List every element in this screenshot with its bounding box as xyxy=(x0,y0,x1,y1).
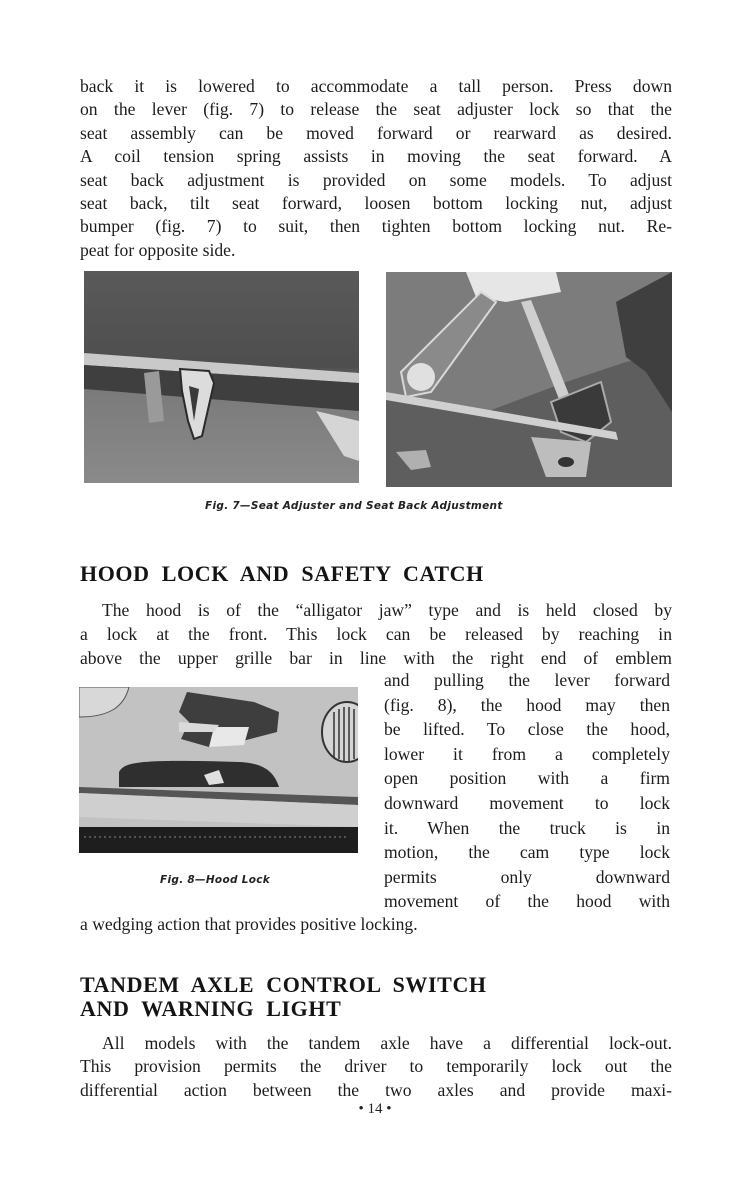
text-line: seat assembly can be moved forward or rearward as desired. xyxy=(80,122,672,143)
text-line: be lifted. To close the hood, xyxy=(384,719,670,740)
text-line: lower it from a completely xyxy=(384,743,670,764)
text-line: A coil tension spring assists in moving the seat forward. A xyxy=(80,146,672,167)
section-heading-tandem-line1: TANDEM AXLE CONTROL SWITCH xyxy=(80,972,487,997)
text-line: on the lever (fig. 7) to release the seat adjuster lock so that the xyxy=(80,99,672,120)
text-line: a wedging action that provides positive locking. xyxy=(80,914,418,934)
text-line: back it is lowered to accommodate a tall person. Press down xyxy=(80,76,672,96)
figure8-photo xyxy=(79,687,358,853)
intro-paragraph xyxy=(80,75,672,262)
tandem-paragraph xyxy=(80,1032,672,1102)
figure7-left-photo xyxy=(84,271,359,483)
figure7-right-photo xyxy=(386,272,672,487)
page-number: • 14 • xyxy=(358,1101,392,1117)
hood-paragraph-end xyxy=(80,913,672,936)
text-line: seat back adjustment is provided on some models. To adjust xyxy=(80,169,672,190)
text-line: This provision permits the driver to temporarily lock out the xyxy=(80,1056,672,1077)
text-line: bumper (fig. 7) to suit, then tighten bottom locking nut. Re- xyxy=(80,216,672,237)
text-line: permits only downward xyxy=(384,866,670,887)
text-line: and pulling the lever forward xyxy=(384,670,670,690)
section-heading-tandem-line2: AND WARNING LIGHT xyxy=(80,996,342,1021)
text-line: open position with a firm xyxy=(384,768,670,789)
text-line: peat for opposite side. xyxy=(80,239,236,260)
hood-paragraph-top xyxy=(80,598,672,670)
text-line: downward movement to lock xyxy=(384,792,670,813)
hood-paragraph-wrapped xyxy=(384,668,670,914)
text-line: above the upper grille bar in line with the right end of emblem xyxy=(80,648,672,668)
figure8-caption: Fig. 8—Hood Lock xyxy=(160,874,271,886)
text-line: motion, the cam type lock xyxy=(384,842,670,863)
text-line: (fig. 8), the hood may then xyxy=(384,694,670,715)
text-line: seat back, tilt seat forward, loosen bottom locking nut, adjust xyxy=(80,193,672,214)
text-line: The hood is of the “alligator jaw” type and is held closed by xyxy=(102,600,672,620)
figure7-caption: Fig. 7—Seat Adjuster and Seat Back Adjustment xyxy=(205,500,503,512)
text-line: differential action between the two axles and provide maxi- xyxy=(80,1079,672,1100)
section-heading-hood: HOOD LOCK AND SAFETY CATCH xyxy=(80,561,484,586)
text-line: it. When the truck is in xyxy=(384,817,670,838)
text-line: movement of the hood with xyxy=(384,891,670,912)
text-line: a lock at the front. This lock can be released by reaching in xyxy=(80,624,672,644)
text-line: All models with the tandem axle have a differential lock-out. xyxy=(102,1033,672,1053)
